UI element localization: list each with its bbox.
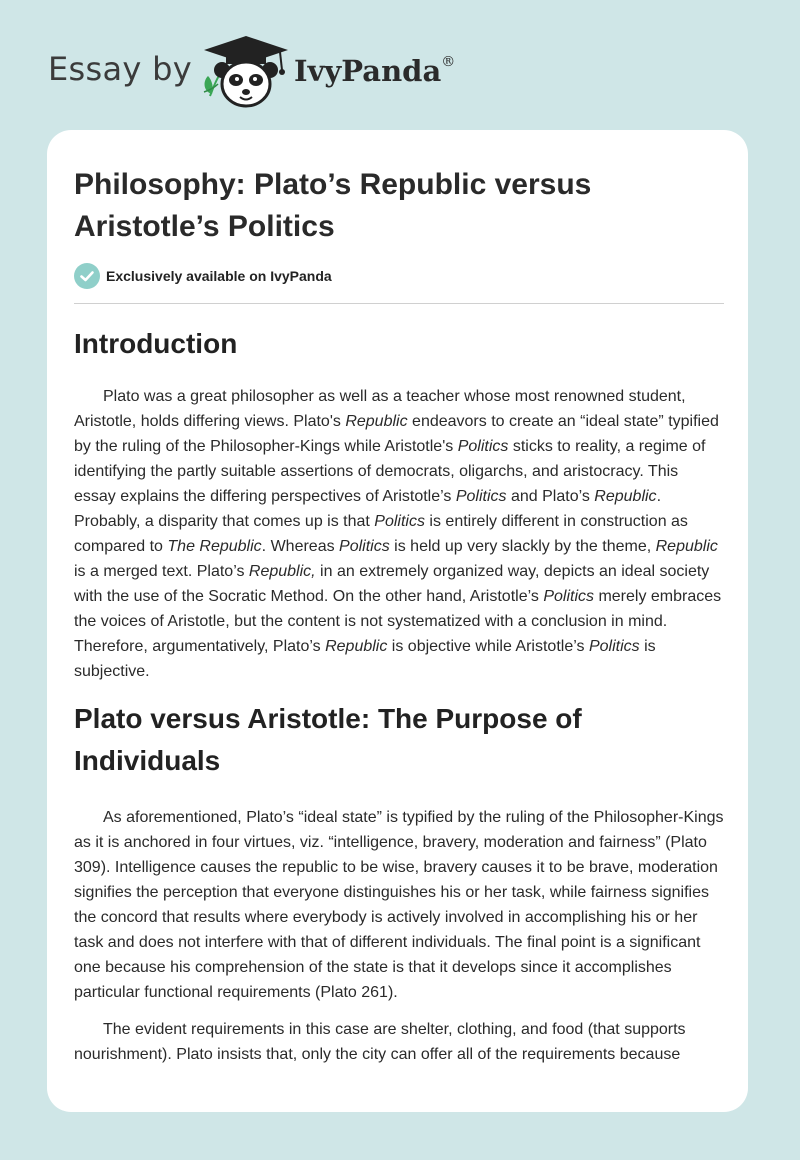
registered-mark: ® (441, 54, 456, 71)
checkmark-circle-icon (74, 263, 100, 289)
panda-graduation-cap-icon[interactable] (200, 36, 292, 110)
brand-name: IvyPanda (294, 54, 442, 88)
paragraph: Plato was a great philosopher as well as a teacher whose most renowned student, Aristotle, holds differing views. Plato's Republic endeavors to create an “ideal state” typified by the ruling of the Philosopher-Kings while Aristotle's Politics sticks to reality, a regime of identifying the partly suitable assertions of democrats, oligarchs, and aristocracy. This essay explains the differing perspectives of Aristotle’s Politics and Plato’s Republic. Probably, a disparity that comes up is that Politics is entirely different in construction as compared to The Republic. Whereas Politics is held up very slackly by the theme, Republic is a merged text. Plato’s Republic, in an extremely organized way, depicts an ideal society with the use of the Socratic Method. On the other hand, Aristotle’s Politics merely embraces the voices of Aristotle, but the content is not systematized with a conclusion in mind. Therefore, argumentatively, Plato’s Republic is objective while Aristotle’s Politics is subjective. (74, 388, 722, 680)
paragraph: As aforementioned, Plato’s “ideal state” is typified by the ruling of the Philosopher-Kings as it is anchored in four virtues, viz. “intelligence, bravery, moderation and fairness” (Plato 309). Intelligence causes the republic to be wise, bravery causes it to be brave, moderation signifies the perception that everyone distinguishes his or her task, while fairness signifies the concord that results where everybody is actively involved in accomplishing his or her task and does not interfere with that of different individuals. The final point is a significant one because his comprehension of the state is that it develops since it accomplishes particular functional requirements (Plato 261). (74, 809, 724, 1001)
brand-logo-text[interactable] (294, 54, 455, 88)
essay-card (47, 130, 748, 1112)
section-heading: Plato versus Aristotle: The Purpose of Individuals (74, 703, 582, 776)
essay-by-label: Essay by (48, 50, 192, 88)
title-divider (74, 303, 724, 304)
site-header (0, 0, 800, 120)
exclusive-badge (74, 262, 332, 290)
exclusive-badge-label: Exclusively available on IvyPanda (106, 268, 332, 284)
paragraph: The evident requirements in this case are shelter, clothing, and food (that supports nourishment). Plato insists that, only the city can offer all of the requirements because (74, 1021, 686, 1063)
essay-title: Philosophy: Plato’s Republic versus Aristotle’s Politics (74, 168, 592, 243)
section-heading: Introduction (74, 328, 238, 359)
